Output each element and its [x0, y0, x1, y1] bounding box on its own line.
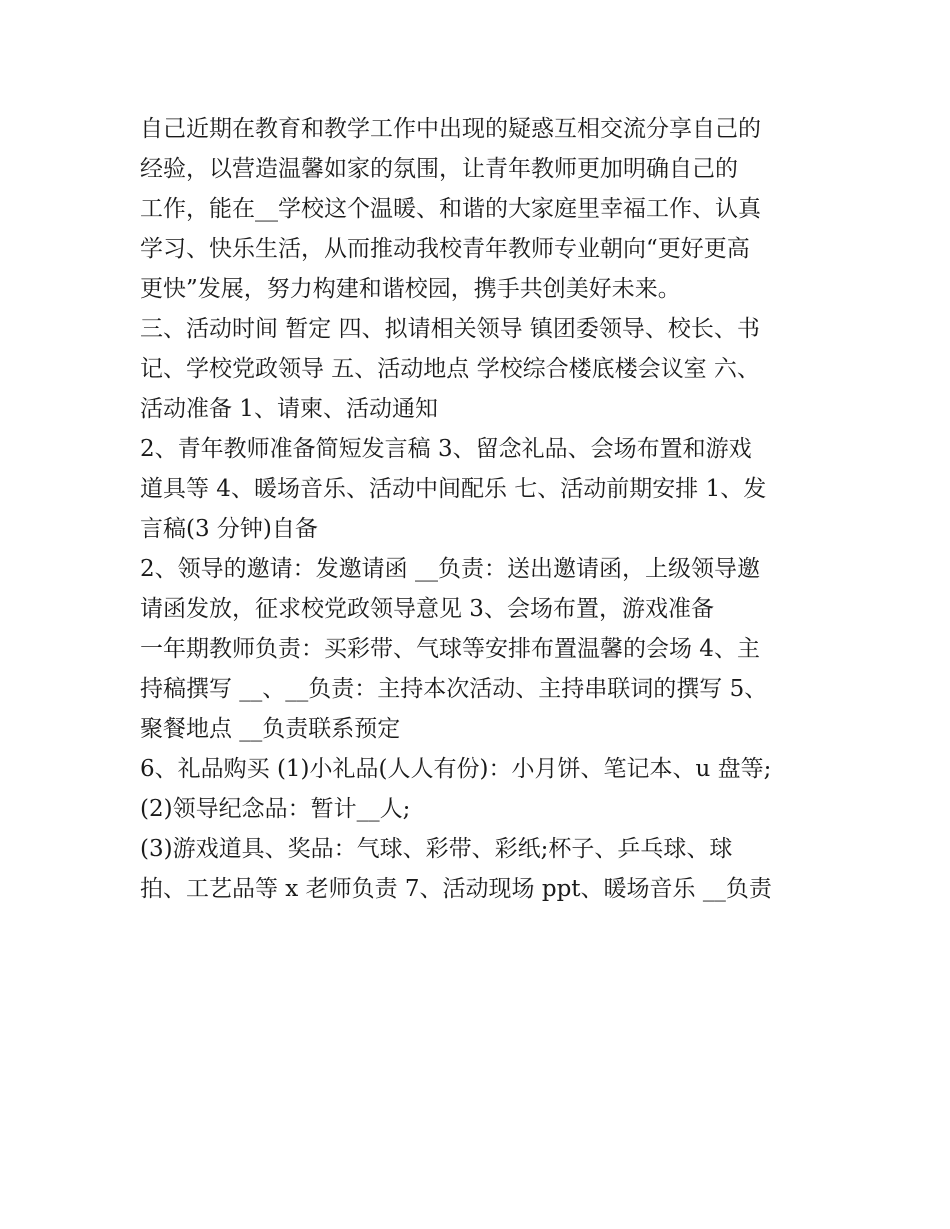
text-line: (2)领导纪念品：暂计__人; — [140, 796, 411, 822]
text-line: (3)游戏道具、奖品：气球、彩带、彩纸;杯子、乒乓球、球 — [140, 836, 733, 862]
document-body — [140, 109, 840, 909]
text-line: 自己近期在教育和教学工作中出现的疑惑互相交流分享自己的 — [140, 116, 761, 142]
text-line: 6、礼品购买 (1)小礼品(人人有份)：小月饼、笔记本、u 盘等; — [140, 756, 772, 782]
text-line: 拍、工艺品等 x 老师负责 7、活动现场 ppt、暖场音乐 __负责 — [140, 876, 772, 902]
text-line: 更快”发展，努力构建和谐校园，携手共创美好未来。 — [140, 276, 681, 302]
text-line: 请函发放，征求校党政领导意见 3、会场布置，游戏准备 — [140, 596, 714, 622]
text-line: 2、青年教师准备简短发言稿 3、留念礼品、会场布置和游戏 — [140, 436, 752, 462]
text-line: 记、学校党政领导 五、活动地点 学校综合楼底楼会议室 六、 — [140, 356, 760, 382]
text-line: 学习、快乐生活，从而推动我校青年教师专业朝向“更好更高 — [140, 236, 750, 262]
text-line: 言稿(3 分钟)自备 — [140, 516, 318, 542]
text-line: 聚餐地点 __负责联系预定 — [140, 716, 401, 742]
text-line: 2、领导的邀请：发邀请函 __负责：送出邀请函，上级领导邀 — [140, 556, 760, 582]
text-line: 活动准备 1、请柬、活动通知 — [140, 396, 438, 422]
text-line: 工作，能在__学校这个温暖、和谐的大家庭里幸福工作、认真 — [140, 196, 761, 222]
text-line: 一年期教师负责：买彩带、气球等安排布置温馨的会场 4、主 — [140, 636, 760, 662]
text-line: 经验，以营造温馨如家的氛围，让青年教师更加明确自己的 — [140, 156, 738, 182]
text-line: 道具等 4、暖场音乐、活动中间配乐 七、活动前期安排 1、发 — [140, 476, 767, 502]
text-line: 持稿撰写 __、__负责：主持本次活动、主持串联词的撰写 5、 — [140, 676, 768, 702]
text-line: 三、活动时间 暂定 四、拟请相关领导 镇团委领导、校长、书 — [140, 316, 760, 342]
